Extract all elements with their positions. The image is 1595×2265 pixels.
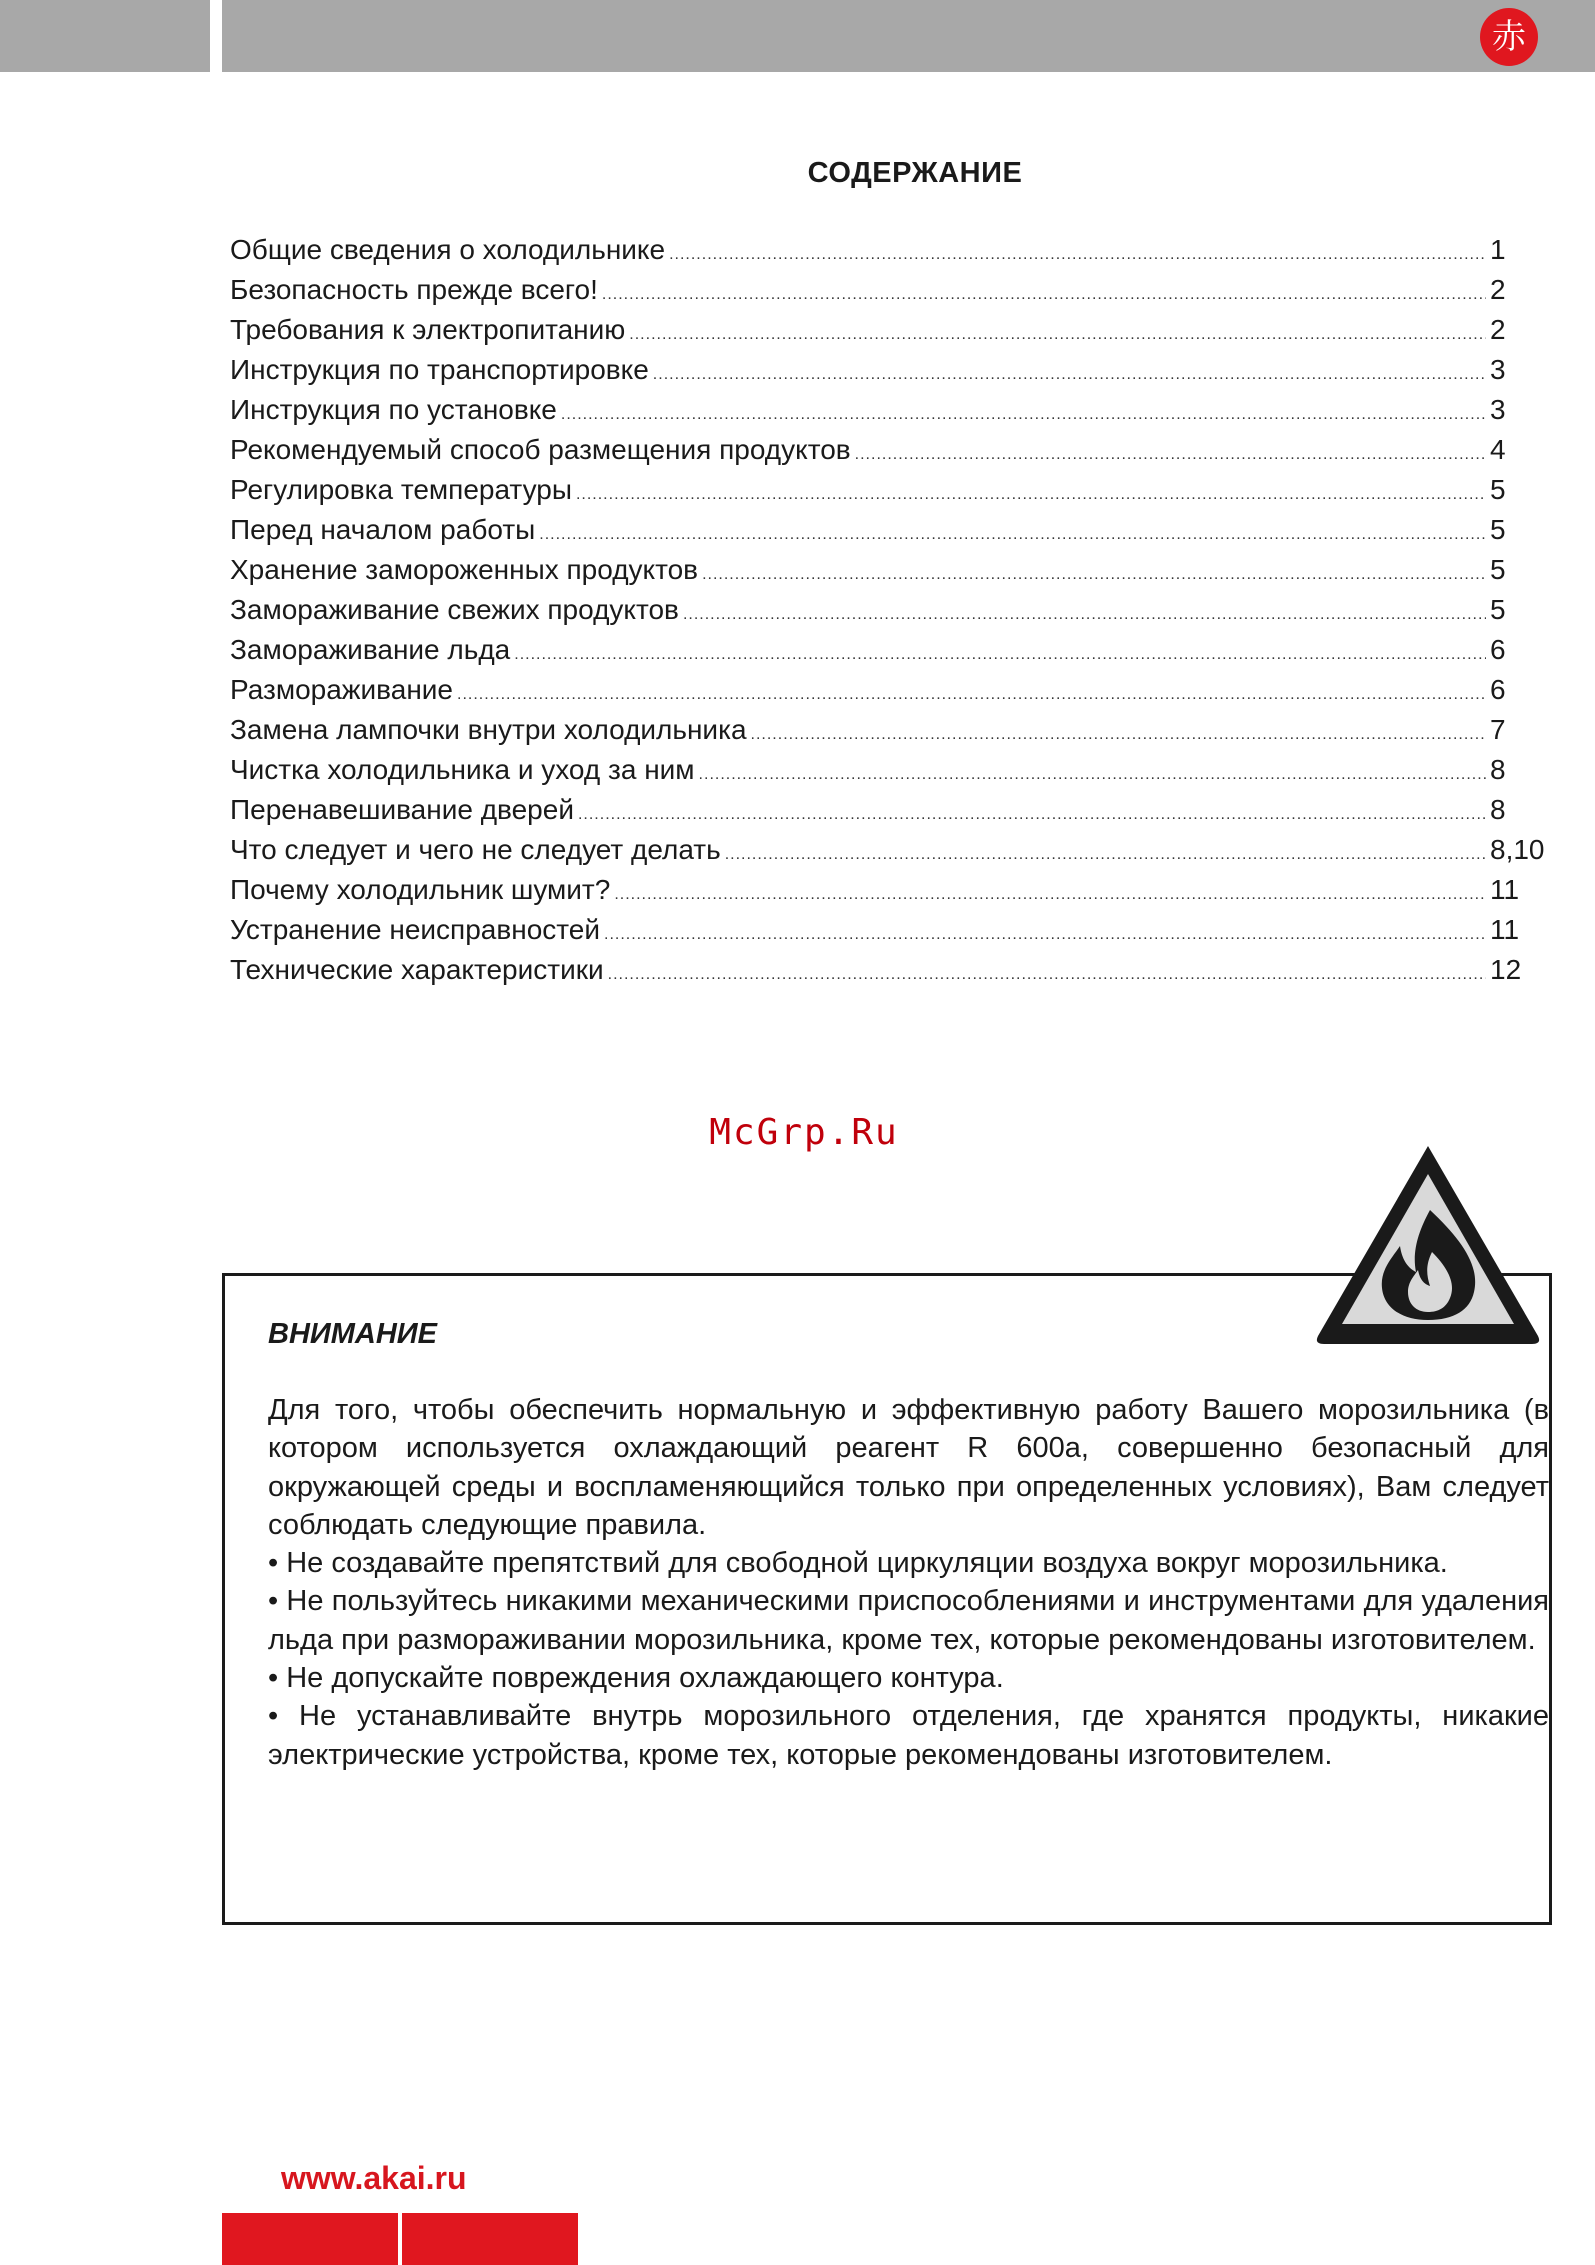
warning-rule: • Не устанавливайте внутрь морозильного отделения, где хранятся продукты, никакие электрические устройства, кроме тех, которые рекомендованы изготовителем. [268,1700,1549,1771]
toc-entry-label: Рекомендуемый способ размещения продуктов [230,434,851,465]
toc-entry-label: Требования к электропитанию [230,314,626,345]
toc-entry-page: 1 [1490,234,1506,265]
toc-entry-label: Перед началом работы [230,514,536,545]
toc-leader-dots [683,606,1486,624]
toc-entry-page: 12 [1490,954,1522,985]
toc-entry[interactable] [230,674,1560,714]
toc-entry[interactable] [230,354,1560,394]
toc-entry-page: 8 [1490,754,1506,785]
toc-entry-page: 2 [1490,314,1506,345]
warning-intro: Для того, чтобы обеспечить нормальную и эффективную работу Вашего морозильника (в котором используется охлаждающий реагент R 600a, совершенно безопасный для окружающей среды и воспламеняющийся только при определенных условиях), Вам следует соблюдать следующие правила. [268,1394,1549,1541]
toc-entry[interactable] [230,474,1560,514]
toc-title: СОДЕРЖАНИЕ [807,157,1023,189]
toc-entry[interactable] [230,434,1560,474]
toc-entry-label: Регулировка температуры [230,474,572,505]
toc-entry-page: 5 [1490,514,1506,545]
toc-entry-label: Общие сведения о холодильнике [230,234,666,265]
flammable-warning-icon [1312,1140,1544,1348]
watermark: McGrp.Ru [709,1112,899,1153]
toc-entry-label: Размораживание [230,674,453,705]
toc-entry-page: 11 [1490,874,1520,905]
toc-leader-dots [699,766,1486,784]
toc-entry[interactable] [230,554,1560,594]
warning-rule: • Не допускайте повреждения охлаждающего контура. [268,1662,1004,1695]
toc-leader-dots [561,406,1486,424]
toc-entry-label: Инструкция по установке [230,394,557,425]
toc-leader-dots [669,246,1486,264]
toc-leader-dots [514,646,1486,664]
toc-entry-page: 5 [1490,594,1506,625]
toc-entry-label: Замена лампочки внутри холодильника [230,714,747,745]
toc-entry-page: 2 [1490,274,1506,305]
toc-entry-page: 6 [1490,674,1506,705]
warning-title: ВНИМАНИЕ [268,1318,437,1350]
toc-leader-dots [539,526,1486,544]
toc-entry[interactable] [230,914,1560,954]
toc-entry-page: 11 [1490,914,1520,945]
toc-entry-page: 7 [1490,714,1506,745]
toc-leader-dots [855,446,1486,464]
toc-entry-label: Замораживание свежих продуктов [230,594,679,625]
toc-entry-label: Перенавешивание дверей [230,794,574,825]
toc-entry-label: Что следует и чего не следует делать [230,834,721,865]
toc-entry-label: Хранение замороженных продуктов [230,554,699,585]
toc-entry-page: 8,10 [1490,834,1545,865]
toc-entry[interactable] [230,314,1560,354]
toc-entry-page: 5 [1490,554,1506,585]
toc-entry[interactable] [230,754,1560,794]
footer-bar-left [222,2213,398,2265]
toc-leader-dots [608,966,1486,984]
toc-entry-page: 3 [1490,394,1506,425]
footer-url-link[interactable]: www.akai.ru [281,2160,467,2196]
toc-leader-dots [725,846,1486,864]
footer-bar-right [402,2213,578,2265]
toc-entry[interactable] [230,714,1560,754]
warning-body [268,1391,1549,1774]
toc-leader-dots [653,366,1486,384]
toc-entry[interactable] [230,394,1560,434]
toc-leader-dots [702,566,1486,584]
toc-entry-label: Устранение неисправностей [230,914,600,945]
toc-entry-page: 8 [1490,794,1506,825]
toc-entry-label: Технические характеристики [230,954,604,985]
toc-entry[interactable] [230,634,1560,674]
toc-entry-page: 4 [1490,434,1506,465]
toc-entry-page: 5 [1490,474,1506,505]
toc-entry-label: Инструкция по транспортировке [230,354,649,385]
toc-entry[interactable] [230,834,1560,874]
toc-leader-dots [576,486,1486,504]
toc-leader-dots [602,286,1486,304]
toc-leader-dots [614,886,1486,904]
toc-leader-dots [751,726,1486,744]
brand-logo-icon: 赤 [1480,8,1538,66]
toc-entry[interactable] [230,794,1560,834]
toc-leader-dots [604,926,1486,944]
toc-leader-dots [629,326,1486,344]
toc-entry-page: 3 [1490,354,1506,385]
toc-entry-label: Чистка холодильника и уход за ним [230,754,695,785]
toc-entry[interactable] [230,594,1560,634]
header-bar-left [0,0,210,72]
toc-entry-label: Замораживание льда [230,634,511,665]
toc-entry-label: Безопасность прежде всего! [230,274,598,305]
toc-entry-label: Почему холодильник шумит? [230,874,611,905]
warning-rule: • Не пользуйтесь никакими механическими приспособлениями и инструментами для удаления льда при размораживании морозильника, кроме тех, которые рекомендованы изготовителем. [268,1585,1549,1656]
toc-entry[interactable] [230,274,1560,314]
toc-leader-dots [578,806,1486,824]
header-bar [222,0,1595,72]
toc-entry[interactable] [230,514,1560,554]
toc-entry[interactable] [230,954,1560,994]
warning-rule: • Не создавайте препятствий для свободной циркуляции воздуха вокруг морозильника. [268,1547,1448,1580]
toc-entry[interactable] [230,234,1560,274]
table-of-contents [230,234,1560,994]
toc-entry-page: 6 [1490,634,1506,665]
toc-leader-dots [457,686,1486,704]
toc-entry[interactable] [230,874,1560,914]
